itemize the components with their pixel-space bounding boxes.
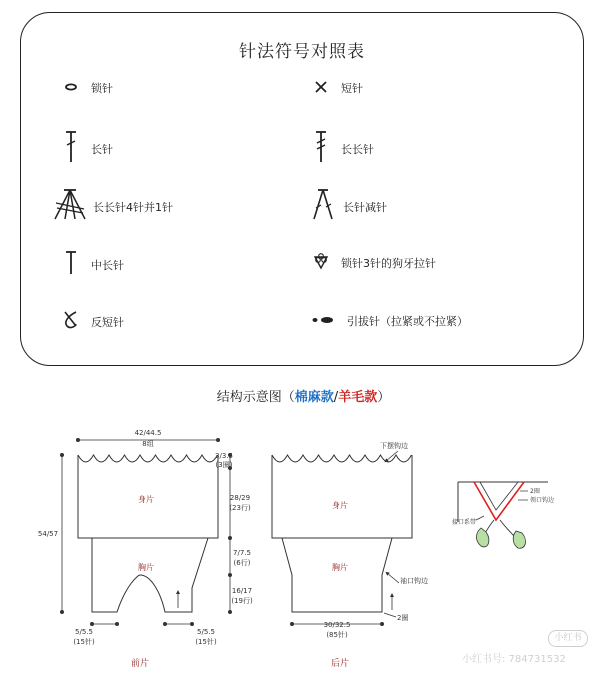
front-strap-left: 5/5.5 <box>75 628 93 636</box>
front-scallop-sub: (3圈) <box>215 461 233 469</box>
watermark-logo: 小红书 <box>548 630 588 647</box>
legend-label: 锁针3针的狗牙拉针 <box>341 257 436 270</box>
front-arm-height: 7/7.5 <box>233 549 251 557</box>
front-body-height-sub: (23行) <box>229 504 251 512</box>
front-dimensions <box>60 438 231 625</box>
front-body-label: 身片 <box>138 495 154 504</box>
legend-label: 中长针 <box>91 259 124 272</box>
back-caption: 后片 <box>330 659 350 669</box>
cotton-version-label: 棉麻款 <box>294 390 334 405</box>
back-body-label: 身片 <box>332 501 348 510</box>
front-strap-left-sub: (15针) <box>73 638 95 646</box>
title-separator: / <box>333 390 339 405</box>
front-arm-height-sub: (6行) <box>233 559 251 567</box>
back-chest-label: 胸片 <box>332 563 348 572</box>
front-height-total: 54/57 <box>37 530 59 538</box>
detail-round-note: 2圈 <box>530 488 540 495</box>
front-strap-right: 5/5.5 <box>197 628 215 636</box>
back-piece <box>272 455 412 612</box>
legend-label: 引拔针（拉紧或不拉紧） <box>347 315 468 328</box>
legend-label: 短针 <box>341 82 363 95</box>
back-arm-note: 袖口钩边 <box>400 577 428 585</box>
front-strap-right-sub: (15针) <box>195 638 217 646</box>
detail-edge-note: 领口钩边 <box>530 497 555 504</box>
legend-label: 反短针 <box>91 316 124 329</box>
back-round-note: 2圈 <box>397 614 409 622</box>
front-piece <box>78 455 218 612</box>
watermark-text: 小红书号: 784731532 <box>462 654 566 665</box>
legend-label: 长长针4针并1针 <box>93 201 173 214</box>
front-chest-height-sub: (19行) <box>231 597 253 605</box>
legend-label: 锁针 <box>91 82 113 95</box>
front-caption: 前片 <box>130 659 150 669</box>
back-bottom-width: 30/32.5 <box>323 621 351 629</box>
structure-title-suffix: ） <box>377 390 391 405</box>
front-outline <box>78 455 218 612</box>
front-width-top-sub: 8组 <box>142 440 154 448</box>
front-scallop-edge <box>78 455 218 462</box>
back-scallop-edge <box>272 455 412 462</box>
front-width-top: 42/44.5 <box>134 429 162 437</box>
front-chest-label: 胸片 <box>138 563 154 572</box>
front-scallop: 3/3.5 <box>215 452 233 460</box>
back-bottom-width-sub: (85针) <box>326 631 348 639</box>
front-chest-height: 16/17 <box>231 587 253 595</box>
back-outline <box>272 455 412 612</box>
back-top-note: 下摆钩边 <box>380 442 408 450</box>
legend-label: 长针 <box>91 143 113 156</box>
wool-version-label: 羊毛款 <box>338 390 378 405</box>
legend-label: 长针减针 <box>343 201 387 214</box>
legend-title: 针法符号对照表 <box>239 42 365 62</box>
structure-title-prefix: 结构示意图（ <box>216 390 295 405</box>
front-body-height: 28/29 <box>229 494 251 502</box>
legend-label: 长长针 <box>341 143 374 156</box>
detail-cord-note: 接口系带 <box>452 519 477 526</box>
